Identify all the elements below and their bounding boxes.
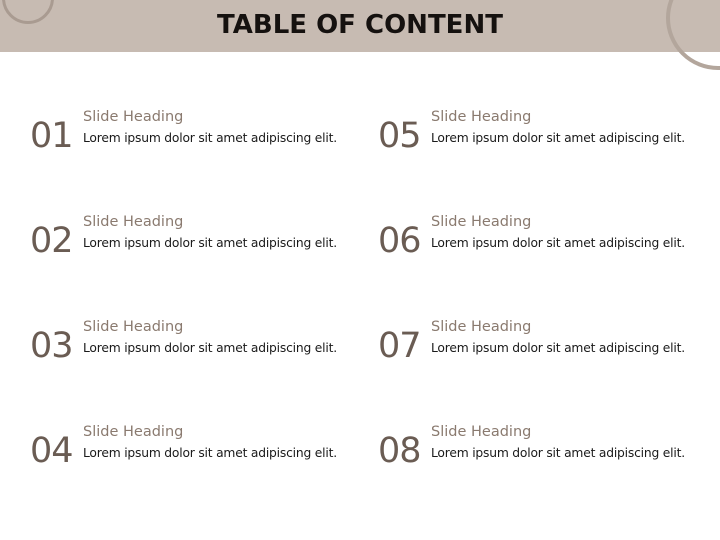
toc-item-number: 04: [30, 431, 73, 471]
toc-item-description: Lorem ipsum dolor sit amet adipiscing elit.: [83, 131, 337, 145]
toc-item-description: Lorem ipsum dolor sit amet adipiscing elit.: [83, 236, 337, 250]
toc-item-heading: Slide Heading: [83, 214, 184, 230]
toc-item-number: 02: [30, 221, 73, 261]
toc-item-heading: Slide Heading: [83, 424, 184, 440]
toc-item-number: 01: [30, 116, 73, 156]
toc-item-number: 08: [378, 431, 421, 471]
toc-item-01: [30, 109, 360, 166]
toc-item-description: Lorem ipsum dolor sit amet adipiscing elit.: [431, 341, 685, 355]
toc-item-description: Lorem ipsum dolor sit amet adipiscing elit.: [83, 446, 337, 460]
toc-item-heading: Slide Heading: [431, 214, 532, 230]
toc-item-05: [378, 109, 708, 166]
toc-item-heading: Slide Heading: [431, 424, 532, 440]
toc-item-heading: Slide Heading: [431, 319, 532, 335]
toc-item-08: [378, 424, 708, 481]
toc-item-06: [378, 214, 708, 271]
toc-item-07: [378, 319, 708, 376]
toc-item-03: [30, 319, 360, 376]
slide-title: TABLE OF CONTENT: [217, 10, 503, 40]
toc-item-number: 05: [378, 116, 421, 156]
toc-item-description: Lorem ipsum dolor sit amet adipiscing elit.: [83, 341, 337, 355]
toc-item-description: Lorem ipsum dolor sit amet adipiscing elit.: [431, 446, 685, 460]
toc-item-04: [30, 424, 360, 481]
toc-item-description: Lorem ipsum dolor sit amet adipiscing elit.: [431, 236, 685, 250]
toc-item-description: Lorem ipsum dolor sit amet adipiscing elit.: [431, 131, 685, 145]
toc-item-heading: Slide Heading: [431, 109, 532, 125]
toc-item-heading: Slide Heading: [83, 319, 184, 335]
toc-item-number: 07: [378, 326, 421, 366]
toc-item-number: 06: [378, 221, 421, 261]
toc-item-heading: Slide Heading: [83, 109, 184, 125]
toc-item-number: 03: [30, 326, 73, 366]
toc-item-02: [30, 214, 360, 271]
